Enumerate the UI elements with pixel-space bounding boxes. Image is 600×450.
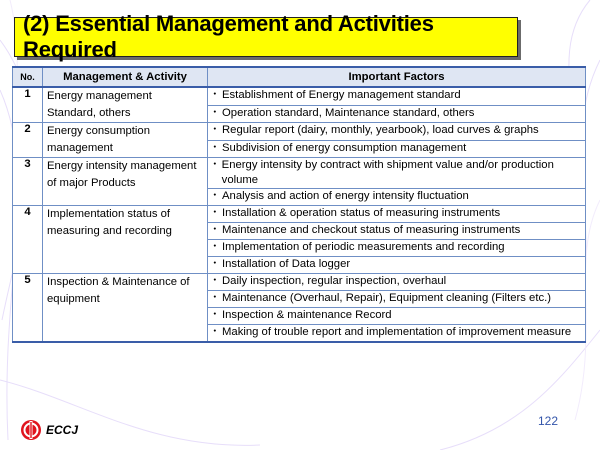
row-number: 3: [13, 158, 43, 206]
factor-cell: [208, 105, 586, 123]
table-row: [13, 158, 586, 189]
factor-cell: [208, 257, 586, 274]
bullet-icon: ･: [212, 159, 218, 171]
factor-text: Installation of Data logger: [222, 258, 351, 270]
table-row: [13, 274, 586, 291]
factor-cell: [208, 325, 586, 343]
table-row: [13, 206, 586, 223]
bullet-icon: ･: [212, 258, 218, 270]
eccj-logo-icon: [20, 419, 42, 441]
activity-cell: Implementation status of measuring and recording: [43, 206, 208, 274]
factor-text: Subdivision of energy consumption management: [222, 141, 467, 154]
bullet-icon: ･: [212, 241, 218, 253]
activity-cell: Inspection & Maintenance of equipment: [43, 274, 208, 343]
header-factors: Important Factors: [208, 67, 586, 87]
factor-text: Maintenance (Overhaul, Repair), Equipment cleaning (Filters etc.): [222, 292, 552, 304]
factor-text: Energy intensity by contract with shipment value and/or production volume: [221, 159, 554, 186]
bullet-icon: ･: [212, 89, 218, 101]
factor-cell: [208, 140, 586, 158]
factor-cell: [208, 223, 586, 240]
table-row: [13, 87, 586, 105]
bullet-icon: ･: [212, 326, 218, 338]
row-number: 4: [13, 206, 43, 274]
slide-title-box: [14, 11, 518, 62]
factor-text: Establishment of Energy management standard: [222, 89, 461, 101]
factor-text: Operation standard, Maintenance standard, others: [222, 106, 475, 119]
factor-text: Maintenance and checkout status of measuring instruments: [222, 224, 521, 236]
factor-text: Regular report (dairy, monthly, yearbook), load curves & graphs: [222, 124, 539, 136]
factor-cell: [208, 123, 586, 141]
eccj-logo-text: ECCJ: [46, 423, 79, 437]
page-number: 122: [538, 414, 559, 428]
management-table: [12, 66, 586, 343]
bullet-icon: ･: [212, 224, 218, 236]
factor-text: Installation & operation status of measuring instruments: [222, 207, 501, 219]
bullet-icon: ･: [212, 106, 218, 119]
factor-cell: [208, 189, 586, 206]
header-no: No.: [13, 67, 43, 87]
factor-cell: [208, 240, 586, 257]
slide-title: (2) Essential Management and Activities Required: [23, 11, 434, 62]
factor-cell: [208, 291, 586, 308]
factor-cell: [208, 158, 586, 189]
factor-text: Implementation of periodic measurements and recording: [222, 241, 505, 253]
header-activity: Management & Activity: [43, 67, 208, 87]
factor-text: Analysis and action of energy intensity fluctuation: [222, 190, 469, 202]
factor-text: Daily inspection, regular inspection, overhaul: [222, 275, 447, 287]
activity-cell: Energy consumption management: [43, 123, 208, 158]
bullet-icon: ･: [212, 309, 218, 321]
factor-text: Making of trouble report and implementation of improvement measure: [222, 326, 572, 338]
factor-cell: [208, 308, 586, 325]
row-number: 5: [13, 274, 43, 343]
factor-cell: [208, 274, 586, 291]
bullet-icon: ･: [212, 141, 218, 154]
row-number: 1: [13, 87, 43, 123]
eccj-logo: [20, 419, 78, 441]
bullet-icon: ･: [212, 207, 218, 219]
factor-cell: [208, 87, 586, 105]
bullet-icon: ･: [212, 190, 218, 202]
bullet-icon: ･: [212, 292, 218, 304]
table-header-row: [13, 67, 586, 87]
activity-cell: Energy intensity management of major Products: [43, 158, 208, 206]
bullet-icon: ･: [212, 124, 218, 136]
factor-cell: [208, 206, 586, 223]
activity-cell: Energy management Standard, others: [43, 87, 208, 123]
factor-text: Inspection & maintenance Record: [222, 309, 392, 321]
table-row: [13, 123, 586, 141]
row-number: 2: [13, 123, 43, 158]
bullet-icon: ･: [212, 275, 218, 287]
